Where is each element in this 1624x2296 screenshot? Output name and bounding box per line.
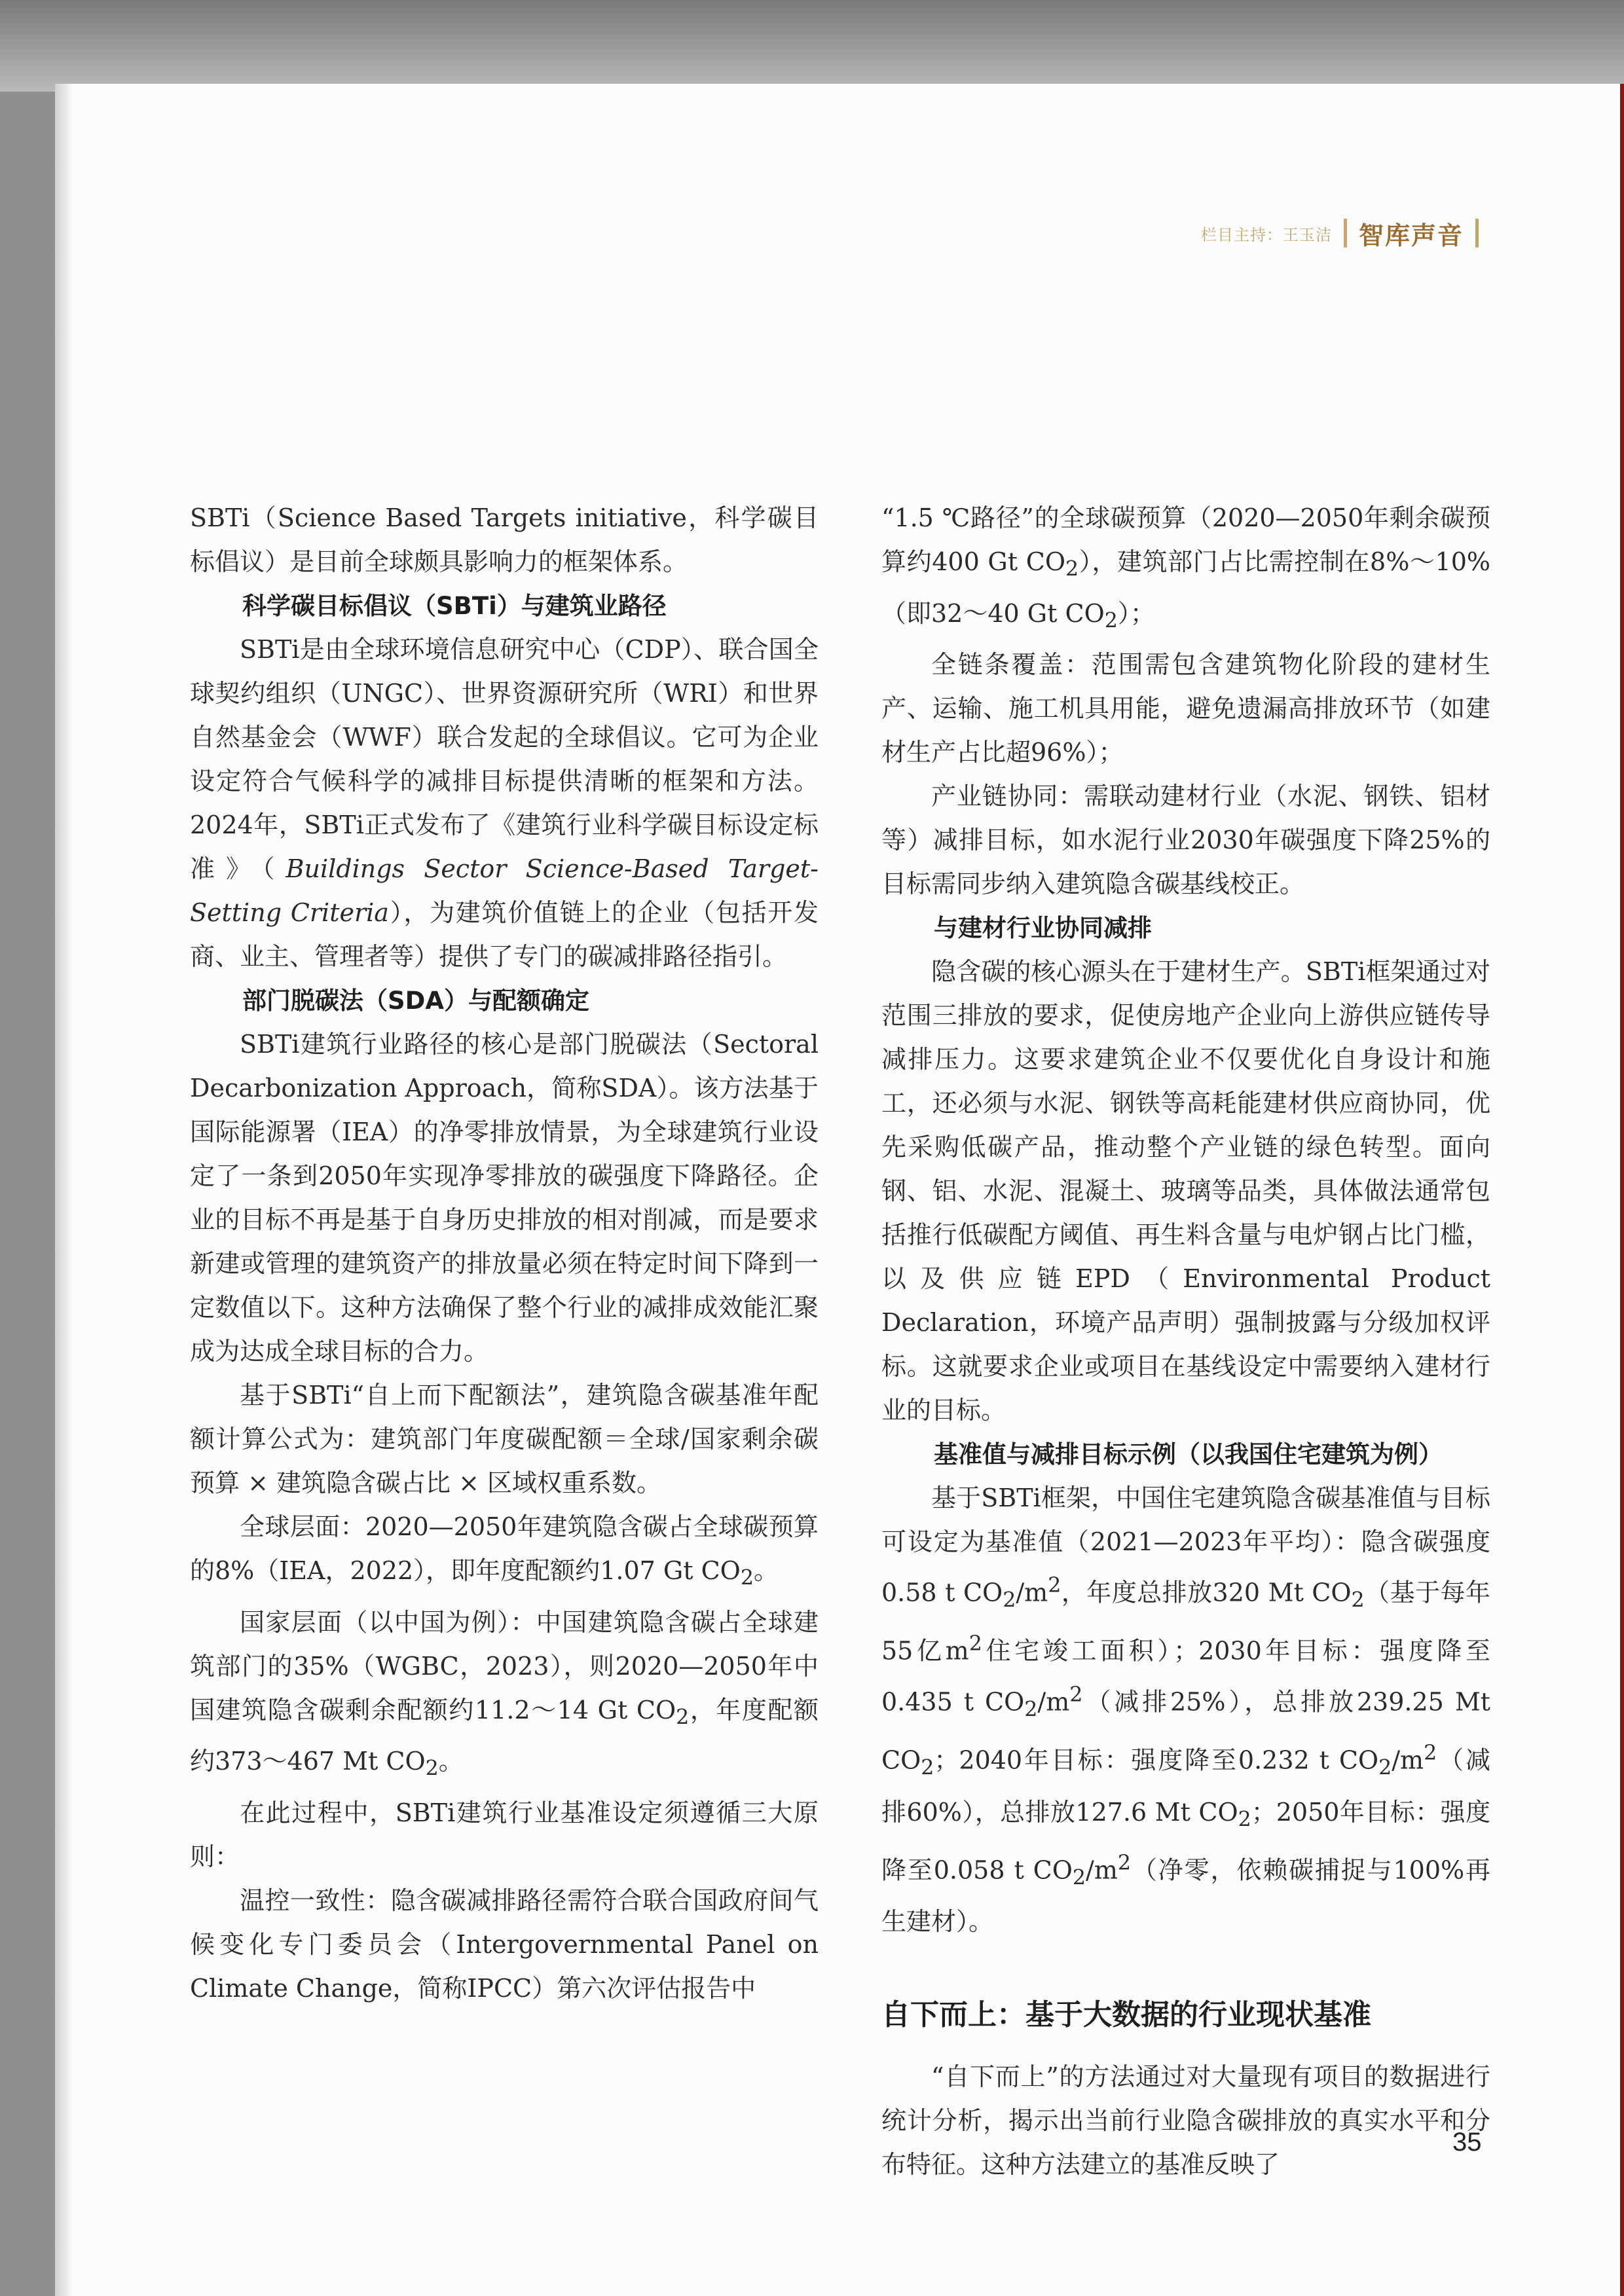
subheading-sda: 部门脱碳法（SDA）与配额确定 (242, 987, 589, 1015)
paragraph: 隐含碳的核心源头在于建材生产。SBTi框架通过对范围三排放的要求，促使房地产企业向上游供应链传导减排压力。这要求建筑企业不仅要优化自身设计和施工，还必须与水泥、钢铁等高耗能建材供应商协同，优先采购低碳产品，推动整个产业链的绿色转型。面向钢、铝、水泥、混凝土、玻璃等品类，具体做法通常包括推行低碳配方阈值、再生料含量与电炉钢占比门槛，以及供应链EPD（Environmental Product Declaration，环境产品声明）强制披露与分级加权评标。这就要求企业或项目在基线设定中需要纳入建材行业的目标。 (881, 957, 1490, 1425)
subheading-baseline-example: 基准值与减排目标示例（以我国住宅建筑为例） (934, 1440, 1443, 1469)
running-header (1201, 213, 1479, 253)
page-edge (1620, 84, 1624, 2296)
paragraph: 基于SBTi“自上而下配额法”，建筑隐含碳基准年配额计算公式为：建筑部门年度碳配额＝全球/国家剩余碳预算 × 建筑隐含碳占比 × 区域权重系数。 (190, 1381, 819, 1497)
paragraph: “自下而上”的方法通过对大量现有项目的数据进行统计分析，揭示出当前行业隐含碳排放的真实水平和分布特征。这种方法建立的基准反映了 (881, 2062, 1490, 2179)
subheading-materials: 与建材行业协同减排 (934, 914, 1152, 943)
left-column (190, 496, 819, 2011)
column-name: 智库声音 (1358, 221, 1464, 250)
paragraph: SBTi建筑行业路径的核心是部门脱碳法（Sectoral Decarbonization Approach，简称SDA）。该方法基于国际能源署（IEA）的净零排放情景，为全球建筑行业设定了一条到2050年实现净零排放的碳强度下降路径。企业的目标不再是基于自身历史排放的相对削减，而是要求新建或管理的建筑资产的排放量必须在特定时间下降到一定数值以下。这种方法确保了整个行业的减排成效能汇聚成为达成全球目标的合力。 (190, 1030, 819, 1366)
paragraph: 全球层面：2020—2050年建筑隐含碳占全球碳预算的8%（IEA，2022），即年度配额约1.07 Gt $CO_2$。 (190, 1512, 819, 1590)
paragraph: 国家层面（以中国为例）：中国建筑隐含碳占全球建筑部门的35%（WGBC，2023），则2020—2050年中国建筑隐含碳剩余配额约11.2～14 Gt $CO_2$，年度配额约373～467 Mt $CO_2$。 (190, 1607, 819, 1781)
paragraph: 温控一致性：隐含碳减排路径需符合联合国政府间气候变化专门委员会（Intergovernmental Panel on Climate Change，简称IPCC）第六次评估报告中 (190, 1886, 819, 2003)
italic-title: Buildings Sector Science-Based Target-Setting Criteria (190, 854, 819, 927)
paragraph: SBTi（Science Based Targets initiative，科学碳目标倡议）是目前全球颇具影响力的框架体系。 (190, 503, 819, 576)
paragraph: 基于SBTi框架，中国住宅建筑隐含碳基准值与目标可设定为基准值（2021—2023年平均）：隐含碳强度0.58 t $CO_2/m^2$，年度总排放320 Mt $CO_2$（基于每年55亿$m^2$住宅竣工面积）；2030年目标：强度降至0.435 t $CO_2/m^2$（减排25%），总排放239.25 Mt $CO_2$；2040年目标：强度降至0.232 t $CO_2/m^2$（减排60%），总排放127.6 Mt $CO_2$；2050年目标：强度降至0.058 t $CO_2/m^2$（净零，依赖碳捕捉与100%再生建材）。 (881, 1484, 1490, 1937)
column-host: 栏目主持：王玉洁 (1200, 225, 1332, 244)
page-number: 35 (1452, 2128, 1482, 2157)
paragraph: SBTi是由全球环境信息研究中心（CDP）、联合国全球契约组织（UNGC）、世界资源研究所（WRI）和世界自然基金会（WWF）联合发起的全球倡议。它可为企业设定符合气候科学的减排目标提供清晰的框架和方法。2024年，SBTi正式发布了《建筑行业科学碳目标设定标准》（Buildings Sector Science-Based Target-Setting Criteria），为建筑价值链上的企业（包括开发商、业主、管理者等）提供了专门的碳减排路径指引。 (190, 635, 819, 971)
paragraph: 全链条覆盖：范围需包含建筑物化阶段的建材生产、运输、施工机具用能，避免遗漏高排放环节（如建材生产占比超96%）； (881, 650, 1490, 767)
paragraph: 在此过程中，SBTi建筑行业基准设定须遵循三大原则： (190, 1798, 819, 1871)
scan-top-shadow (0, 0, 1624, 92)
paragraph: “1.5 ℃路径”的全球碳预算（2020—2050年剩余碳预算约400 Gt $CO_2$），建筑部门占比需控制在8%～10%（即32～40 Gt $CO_2$）； (881, 503, 1491, 633)
right-column (881, 496, 1490, 2187)
subheading-sbti: 科学碳目标倡议（SBTi）与建筑业路径 (242, 592, 667, 620)
section-title: 自下而上：基于大数据的行业现状基准 (881, 1998, 1371, 2032)
header-divider (1344, 219, 1347, 247)
header-divider (1475, 219, 1479, 247)
paragraph: 产业链协同：需联动建材行业（水泥、钢铁、铝材等）减排目标，如水泥行业2030年碳强度下降25%的目标需同步纳入建筑隐含碳基线校正。 (881, 782, 1490, 899)
